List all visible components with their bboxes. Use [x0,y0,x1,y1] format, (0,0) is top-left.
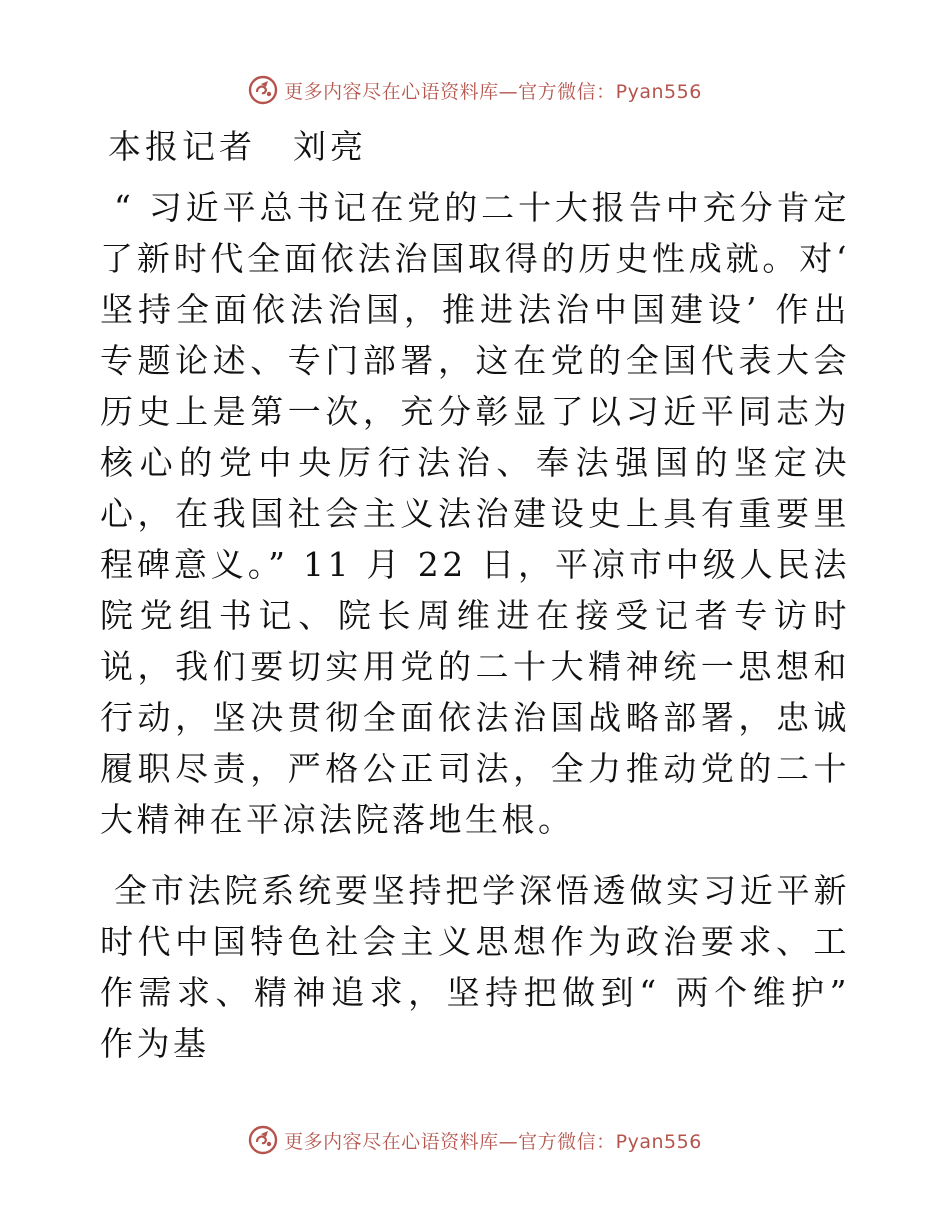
article-paragraph: “ 习近平总书记在党的二十大报告中充分肯定了新时代全面依法治国取得的历史性成就。对‘ 坚持全面依法治国，推进法治中国建设’ 作出专题论述、专门部署，这在党的全国代表大会历史上是第一次，充分彰显了以习近平同志为核心的党中央厉行法治、奉法强国的坚定决心，在我国社会主义法治建设史上具有重要里程碑意义。” 11 月 22 日，平凉市中级人民法院党组书记、院长周维进在接受记者专访时说，我们要切实用党的二十大精神统一思想和行动，坚决贯彻全面依法治国战略部署，忠诚履职尽责，严格公正司法，全力推动党的二十大精神在平凉法院落地生根。 [100,188,850,839]
heart-swirl-logo-icon [248,75,278,105]
footer-banner-text: 更多内容尽在心语资料库—官方微信：Pyan556 [284,1130,702,1153]
footer-banner [0,1122,950,1158]
article-byline: 本报记者 刘亮 [108,127,367,166]
heart-swirl-logo-icon [248,1125,278,1155]
header-banner [0,72,950,108]
article-paragraph: 全市法院系统要坚持把学深悟透做实习近平新时代中国特色社会主义思想作为政治要求、工作需求、精神追求，坚持把做到“ 两个维护” 作为基 [100,871,850,1063]
article-body [100,122,850,1089]
header-banner-text: 更多内容尽在心语资料库—官方微信：Pyan556 [284,80,702,103]
